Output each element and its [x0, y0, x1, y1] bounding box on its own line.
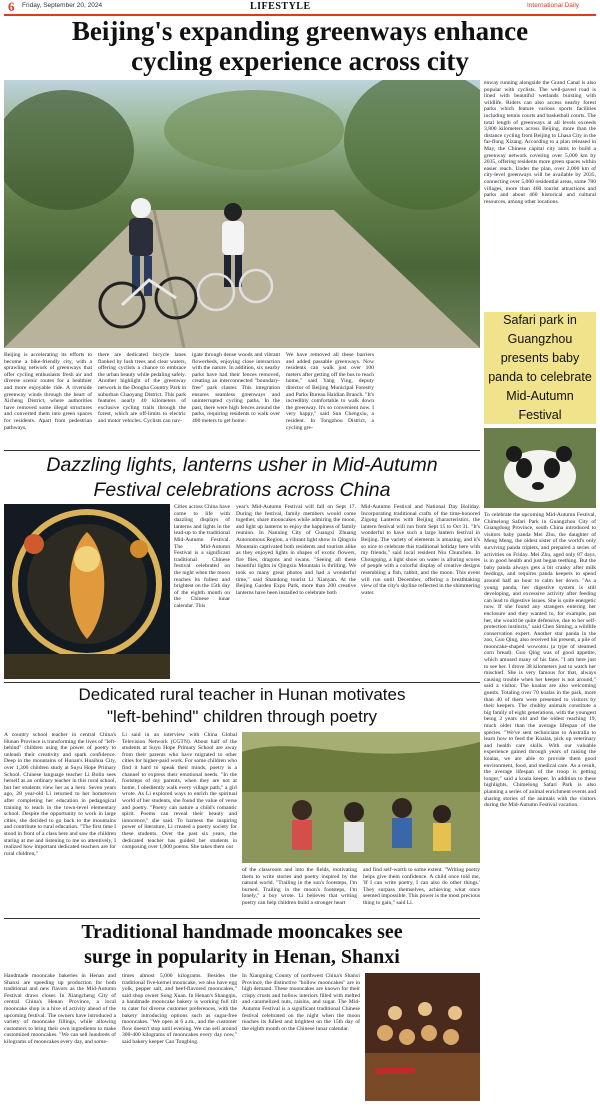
- mooncake-illustration: [365, 973, 480, 1101]
- teacher-column-4: and find self-worth to some extent. "Writing poetry helps give them confidence. A child once told me, 'If I can write poetry, I can also do other things.' They surpass themselves, achieving what once seemed impossible. This power is the most precious thing to gain," said Li.: [363, 867, 480, 906]
- issue-date: Friday, September 20, 2024: [22, 2, 103, 9]
- classroom-illustration: [242, 732, 480, 863]
- mooncakes-column-3: In Xiangning County of northwest China's Shanxi Province, the distinctive "hollow mooncakes" are in high demand. These mooncakes are known for their crispy crusts and hollow interiors filled with melted and caramelized nuts, raisins, and sugar. The Mid-Autumn Festival is a significant traditional Chinese festival celebrated on the night when the moon reaches its fullest and brightest on the 15th day of the eighth month on the Chinese lunar calendar.: [242, 973, 360, 1032]
- rule-above-teacher: [4, 682, 480, 683]
- mooncakes-column-1: Handmade mooncake bakeries in Henan and Shanxi are speeding up production for both traditional and new flavors as the Mid-Autumn Festival draws closer. In Xiangcheng City of central China's Henan Province, a local mooncake shop is a hive of activity ahead of the upcoming festival. The owners have introduced a variety of mooncake fillings, while allowing customers to bring their own ingredients to make customized mooncakes. "We can sell hundreds of kilograms of mooncakes every day, and some-: [4, 973, 116, 1045]
- classroom-photo: [242, 732, 480, 863]
- greenways-column-4: We have removed all these barriers and added passable greenways. Now residents can walk just over 100 meters after getting off the bus to reach home," said Yang Ying, deputy director of Beijing Municipal Forestry and Parks Bureau Haidian Branch. "It's incredibly comfortable to walk down the greenway. It's so convenient now. I very happy," said Sun Chengxiu, a resident. In Tongzhou District, a cycling gre-: [286, 352, 374, 431]
- lanterns-column-2: year's Mid-Autumn Festival will fall on Sept 17. During the festival, family members would come together, share mooncakes while admiring the moon, and light up lanterns to enjoy the happiness of family reunion. In Nanning City of Guangxi Zhuang Autonomous Region, a vibrant light show in Qingxiu Mountain captivated both residents and tourists alike as they enjoyed lights in shapes of exotic flowers, fire flies, dragons and swans. "Seeing all these beautiful lights in Qingxiu Mountain is thrilling. We took so many great photos and had a wonderful time," said Shandong tourist Li Xianyan. At the Beijing Garden Expo Park, more than 200 creative lanterns have been installed to celebrate both: [236, 504, 356, 596]
- lantern-display-photo: [4, 504, 170, 679]
- panda-headline-box: [484, 312, 596, 424]
- lantern-illustration: [4, 504, 170, 679]
- masthead: [0, 0, 600, 14]
- rule-above-lanterns: [4, 450, 480, 451]
- panda-body: To celebrate the upcoming Mid-Autumn Festival, Chimelong Safari Park in Guangzhou City of Guangdong Province, south China introduced to visitors baby panda Mei Zhu, the daughter of Meng Meng, the oldest sister of the world's only surviving panda triplets, and prepared a series of activities on Friday. Mei Zhu, aged only 87 days, is in good health and just began teething. But the baby panda always gets a bit cranky after milk feedings, and requires panda keepers to spend around half an hour to calm her down. "As a young panda, her digestive system is still developing, and excessive activity after feeding can lead to digestive issues. She is quite energetic now. If she found any strangers entering her enclosure and they wanted to, for example, pat her, she would be quite defensive, due to her self-protection instincts," said Chen Siming, a wildlife conservation expert. Another star panda in the zoo, Guo Qing, also received his present, a pile of mooncake-shaped wowotou (a type of steamed corn bread). Guo Qing was of good appetite, which amused many of his fans. "I am here just to see her. I drove 38 kilometers just to watch her mischief. She is very famous for that, always causing trouble when her keeper is not around," said a visitor. The koalas are also welcoming guests. Totaling over 70 koalas in the park, more than 40 of them were presented to visitors by their keepers. The chubby animals constitute a big family of eight generations, with the youngest being 2 years old and the oldest reaching 19, much older than the average lifespan of the species. "We've sent technicians to Australia to learn how to feed the Koalas, pick up veterinary and health care skills. With our valuable experience gained through years of raising the koalas, we are able to provide them good environment, food, and medical care. As a result, the average lifespan of the troop is getting longer," said a koala keeper. In addition to these highlights, Chimelong Safari Park is also planning a series of animal enrichment events and sharing stories of the animals with the visitors during the Mid-Autumn Festival vacation.: [484, 512, 596, 809]
- rule-above-mooncakes: [4, 918, 480, 919]
- lanterns-column-3: Mid-Autumn Festival and National Day Holiday. Incorporating traditional crafts of the time-honored Zigong Lanterns with Beijing characteristics, the lantern festival will run from Sept 15 to Oct 31. "It's wonderful to have such a large lantern festival in Beijing. The variety of elements is amazing, and it's so nice to celebrate this traditional holiday here with my friends," said local resident Niu Chunchen. In Chongqing, a light show on water is alluring scores of people with a colorful display of creative designs resembling a fish, rabbit, and the moon. This event will run until December, offering a breathtaking view of the city's skyline reflected in the shimmering water.: [361, 504, 480, 596]
- greenways-headline: Beijing's expanding greenways enhance cycling experience across city: [71, 16, 529, 76]
- panda-headline: Safari park in Guangzhou presents baby panda to celebrate Mid-Autumn Festival: [488, 313, 592, 422]
- panda-illustration: [484, 428, 596, 508]
- page-number: 6: [8, 0, 15, 14]
- cyclists-illustration: [4, 80, 480, 348]
- edition-name: International Daily: [527, 2, 580, 9]
- teacher-column-2: Li said in an interview with China Global Television Network (CGTN). About half of the students at Suyu Hope Primary School are away from their parents who have migrated to other cities for higher-paid work. For some children who find it hard to speak their minds, poetry is a channel to express their emotional needs. "In the footsteps of my parents, when they are not at home, I obediently walk every village path," a girl wrote. As Li explored ways to enrich the spiritual world of her students, she found the value of verse and poetry. "Poetry can nature a child's romantic spirit. Poems can reveal their beauty and innocence," she said. To harness the inspiring power of literature, Li created a poetry society for these students. Over the past six years, the dedicated teacher has guided her students in composing over 1,000 poems. She takes them out: [122, 732, 237, 851]
- mooncake-baking-photo: [365, 973, 480, 1101]
- lanterns-headline: Dazzling lights, lanterns usher in Mid-Autumn Festival celebrations across China: [46, 454, 438, 501]
- teacher-headline: Dedicated rural teacher in Hunan motivates "left-behind" children through poetry: [78, 685, 406, 726]
- greenways-column-5: enway running alongside the Grand Canal is also popular with cyclists. The well-paved road is lined with beautiful wetlands bursting with wildlife. Riders can also access nearby forest parks which feature various sports facilities including tennis courts and basketball courts. The total length of greenways at all levels exceeds 3,800 kilometers across Beijing, more than the distance cycling from Beijing to Lhasa City in the far-flung Xizang. According to a plan released in May, the Chinese capital city aims to build a greenway network covering over 5,000 km by 2035, offering residents more green spaces within easier reach. Under the plan, over 2,000 km of city-level greenways will be available by 2035, connecting over 5,000 residential areas, some 780 villages, more than 460 tourist attractions and parks and about 460 historical and cultural resources, among other locations.: [484, 80, 596, 205]
- mooncakes-column-2: times almost 5,000 kilograms. Besides the traditional five-kernel mooncake, we also have egg yolk, pepper salt, and beef-flavored mooncakes," said shop owner Song Xuan. In Henan's Shangqiu, a handmade mooncake bakery is working full tilt to cater for diverse customer preferences, with the bakery introducing options such as sugar-free mooncakes. "We open at 6 a.m., and the customer flow doesn't stop until evening. We can sell around 300-400 kilograms of mooncakes every day now," said bakery keeper Cao Tongbing.: [122, 973, 237, 1045]
- lanterns-column-1: Cities across China have come to life with dazzling displays of lanterns and lights in the lead-up to the traditional Mid-Autumn Festival. The Mid-Autumn Festival is a significant traditional Chinese festival celebrated on the night when the moon reaches its fullest and brightest on the 15th day of the eighth month on the Chinese lunar calendar. This: [174, 504, 230, 609]
- greenways-column-2: there are dedicated bicycle lanes flanked by lush trees and clear waters, offering cyclists a chance to embrace the urban beauty while pedaling safely. Another highlight of the greenway network is the Dongba Country Park in suburban Chaoyang District. This park features nearly 40 kilometers of exclusive cycling trails through the forest, which are off-limits to electric and motor vehicles. Cyclists can nav-: [98, 352, 186, 424]
- greenways-column-1: Beijing is accelerating its efforts to become a bike-friendly city, with a sprawling network of greenways that offer cycling enthusiasts fresh air and diverse scenic routes for a healthier and more enjoyable ride. A riverside greenway winds through the heart of Xicheng District, where authorities have removed some illegal structures and converted them into green spaces for residents. Apart from pedestrian pathways,: [4, 352, 92, 431]
- panda-photo: [484, 428, 596, 508]
- mooncakes-headline: Traditional handmade mooncakes see surge in popularity in Henan, Shanxi: [81, 921, 403, 968]
- greenways-column-3: igate through dense woods and vibrant flowerbeds, enjoying close interaction with the nature. In addition, six nearby parks have had their fences removed, creating an interconnected "boundary-free" park cluster. This integration ensures seamless greenways and uninterrupted cycling paths. In the past, there were high fences around the parks, requiring residents to walk over 400 meters to get home.: [192, 352, 280, 424]
- teacher-column-1: A country school teacher in central China's Hunan Province is transforming the lives of "left-behind" children using the power of poetry to unleash their creativity and spark confidence. Deep in the mountains of Hunan's Huaihua City, over 1,300 children study at Suyu Hope Primary School. Chinese language teacher Li Bolin sees herself as an ordinary teacher in this rural school, but her students view her as a hero. Seven years ago, 28 year-old Li returned to her hometown after completing her education in pedagogical training to teach in the town-level elementary school. Despite the opportunity to work in large cities, she decided to go back to the mountains and contribute to rural education. "The first time I stood in front of a class here and saw the children staring at me and listening to me so attentively, I realized how important dedicated teachers are for rural children,": [4, 732, 116, 857]
- section-name: LIFESTYLE: [250, 1, 311, 12]
- teacher-column-3: of the classroom and into the fields, motivating them to write stories and poetry inspired by the natural world. "Trailing in the sun's footsteps, I'm burned. Trailing in the moon's footsteps, I'm lonely," a boy wrote. Li believes that writing poetry can help children build a stronger heart: [242, 867, 357, 906]
- greenways-cyclists-photo: [4, 80, 480, 348]
